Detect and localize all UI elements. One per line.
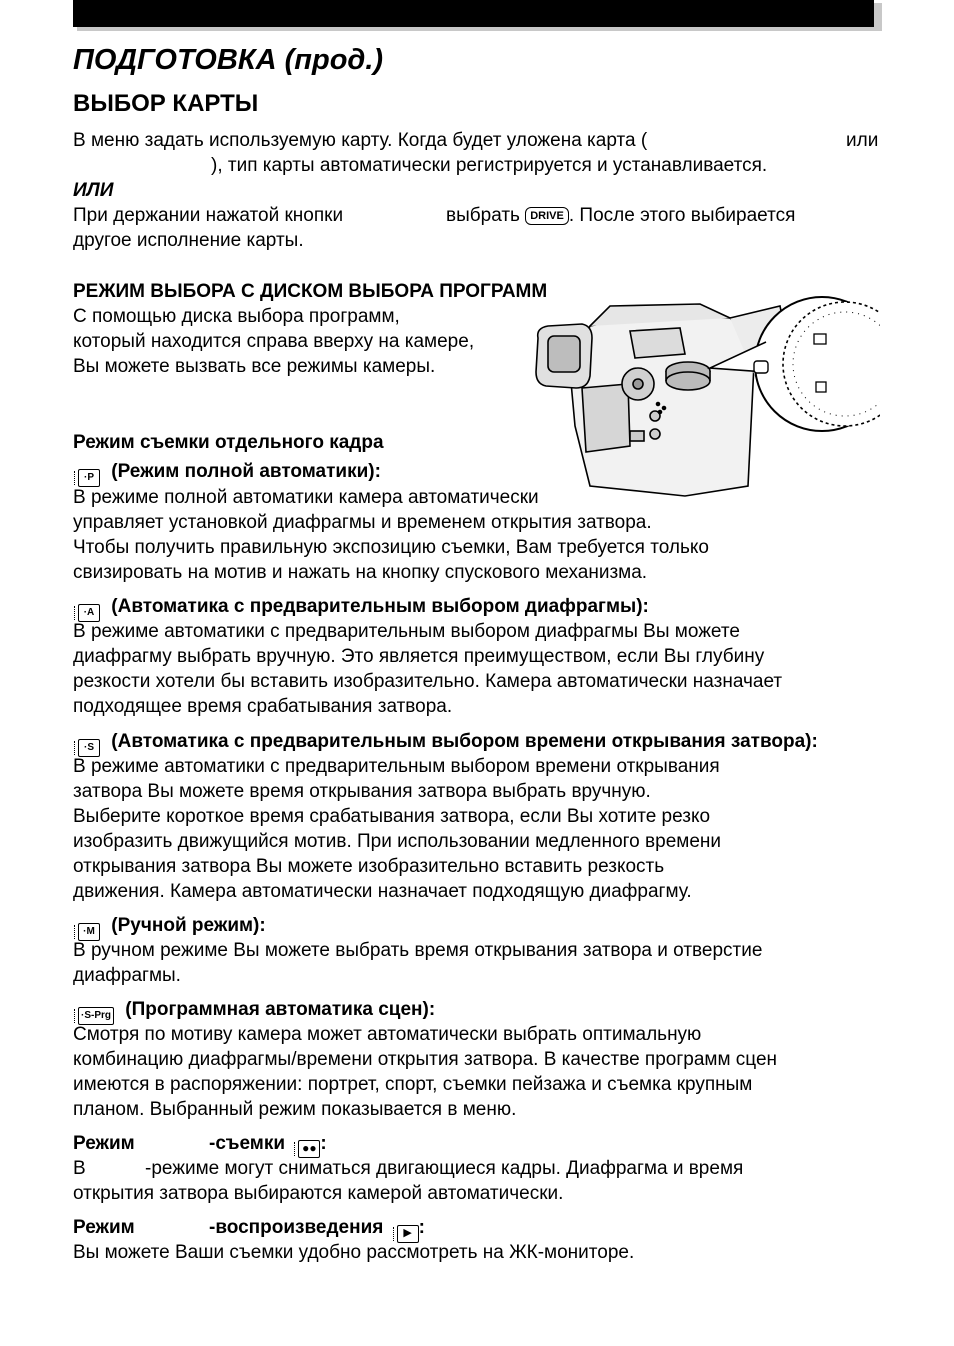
- mode-p-text: свизировать на мотив и нажать на кнопку спускового механизма.: [73, 562, 648, 583]
- header-bar: [73, 0, 874, 27]
- mode-sprg-heading: ·S-Prg (Программная автоматика сцен):: [73, 997, 435, 1025]
- mode-s-text: изобразить движущийся мотив. При использовании медленного времени: [73, 831, 721, 852]
- single-frame-heading: Режим съемки отдельного кадра: [73, 432, 384, 453]
- mode-p-heading: ·P (Режим полной автоматики):: [73, 459, 381, 487]
- section-title: ВЫБОР КАРТЫ: [73, 90, 259, 117]
- playback-mode-heading-a: Режим: [73, 1217, 135, 1238]
- mode-s-text: В режиме автоматики с предварительным выбором времени открывания: [73, 756, 720, 777]
- mode-s-text: Выберите короткое время срабатывания затвора, если Вы хотите резко: [73, 806, 711, 827]
- playback-mode-heading-b: -воспроизведения ▶ :: [209, 1215, 425, 1243]
- intro-line-1: В меню задать используемую карту. Когда будет уложена карта (: [73, 130, 648, 151]
- playback-icon: ▶: [397, 1225, 419, 1243]
- shutter-priority-icon: ·S: [78, 739, 100, 757]
- mode-s-text: движения. Камера автоматически назначает подходящую диафрагму.: [73, 881, 692, 902]
- movie-mode-text-b: -режиме могут сниматься двигающиеся кадры. Диафрагма и время: [145, 1158, 744, 1179]
- program-mode-icon: ·P: [78, 469, 100, 487]
- aperture-priority-icon: ·A: [78, 604, 100, 622]
- mode-a-text: диафрагму выбрать вручную. Это является преимуществом, если Вы глубину: [73, 646, 765, 667]
- mode-a-text: В режиме автоматики с предварительным выбором диафрагмы Вы можете: [73, 621, 740, 642]
- movie-mode-heading-a: Режим: [73, 1133, 135, 1154]
- movie-mode-text: открытия затвора выбираются камерой автоматически.: [73, 1183, 564, 1204]
- mode-a-text: резкости хотели бы вставить изобразительно. Камера автоматически назначает: [73, 671, 783, 692]
- mode-m-text: В ручном режиме Вы можете выбрать время открывания затвора и отверстие: [73, 940, 763, 961]
- intro-line-2: ), тип карты автоматически регистрируется и устанавливается.: [211, 155, 768, 176]
- intro-line-3a: При держании нажатой кнопки: [73, 205, 344, 226]
- intro-line-1-or: или: [846, 130, 879, 151]
- dial-line: Вы можете вызвать все режимы камеры.: [73, 356, 436, 377]
- page-title: ПОДГОТОВКА (прод.): [73, 44, 384, 76]
- camera-illustration: [530, 296, 880, 501]
- drive-button-icon: DRIVE: [525, 207, 569, 225]
- movie-mode-heading-b: -съемки ●● :: [209, 1131, 327, 1158]
- mode-m-heading: ·M (Ручной режим):: [73, 913, 266, 941]
- mode-sprg-text: планом. Выбранный режим показывается в меню.: [73, 1099, 517, 1120]
- mode-s-text: открывания затвора Вы можете изобразительно вставить резкость: [73, 856, 665, 877]
- mode-p-text: управляет установкой диафрагмы и временем открытия затвора.: [73, 512, 652, 533]
- or-label: ИЛИ: [73, 180, 114, 201]
- playback-mode-text: Вы можете Ваши съемки удобно рассмотреть на ЖК-мониторе.: [73, 1242, 635, 1263]
- manual-mode-icon: ·M: [78, 923, 100, 941]
- dial-line: который находится справа вверху на камере,: [73, 331, 475, 352]
- mode-sprg-text: комбинацию диафрагмы/времени открытия затвора. В качестве программ сцен: [73, 1049, 778, 1070]
- mode-p-text: В режиме полной автоматики камера автоматически: [73, 487, 539, 508]
- mode-a-text: подходящее время срабатывания затвора.: [73, 696, 453, 717]
- mode-p-text: Чтобы получить правильную экспозицию съемки, Вам требуется только: [73, 537, 709, 558]
- mode-sprg-text: Смотря по мотиву камера может автоматически выбрать оптимальную: [73, 1024, 702, 1045]
- intro-line-4: другое исполнение карты.: [73, 230, 304, 251]
- movie-mode-text-a: В: [73, 1158, 86, 1179]
- mode-a-heading: ·A (Автоматика с предварительным выбором диафрагмы):: [73, 594, 649, 622]
- mode-s-text: затвора Вы можете время открывания затвора выбрать вручную.: [73, 781, 651, 802]
- dial-line: С помощью диска выбора программ,: [73, 306, 400, 327]
- movie-camera-icon: ●●: [298, 1140, 320, 1158]
- mode-sprg-text: имеются в распоряжении: портрет, спорт, съемки пейзажа и съемка крупным: [73, 1074, 753, 1095]
- scene-program-icon: ·S-Prg: [78, 1007, 114, 1025]
- mode-m-text: диафрагмы.: [73, 965, 181, 986]
- intro-line-3b: выбрать DRIVE . После этого выбирается: [446, 205, 796, 226]
- header-bar-shadow: [77, 27, 882, 31]
- mode-s-heading: ·S (Автоматика с предварительным выбором времени открывания затвора):: [73, 729, 818, 757]
- dial-section-heading: РЕЖИМ ВЫБОРА С ДИСКОМ ВЫБОРА ПРОГРАММ: [73, 281, 548, 302]
